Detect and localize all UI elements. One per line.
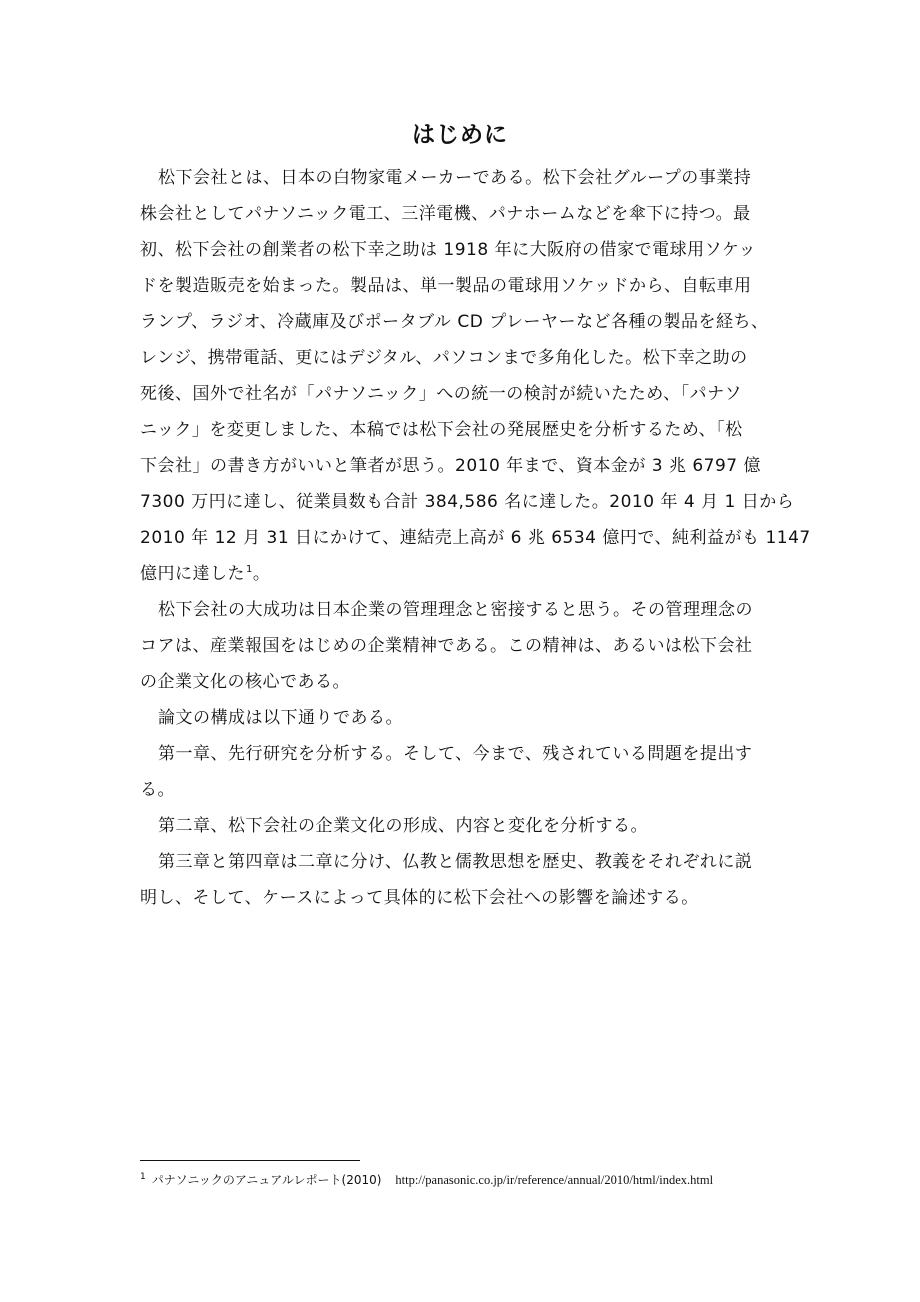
paragraph-1-line: ドを製造販売を始まった。製品は、単一製品の電球用ソケッドから、自転車用	[140, 276, 752, 296]
paragraph-1-line: 株会社としてパナソニック電工、三洋電機、パナホームなどを傘下に持つ。最	[140, 204, 751, 224]
page-title: はじめに	[412, 122, 508, 148]
paragraph-1-line: ランプ、ラジオ、冷蔵庫及びポータブル CD プレーヤーなど各種の製品を経ち、	[140, 312, 769, 332]
paragraph-2-line: コアは、産業報国をはじめの企業精神である。この精神は、あるいは松下会社	[140, 636, 753, 656]
paragraph-2-line: の企業文化の核心である。	[140, 672, 350, 692]
paragraph-1-line: 7300 万円に達し、従業員数も合計 384,586 名に達した。2010 年 4 月 1 日から	[140, 492, 795, 512]
footnote-url-link[interactable]: http://panasonic.co.jp/ir/reference/annual/2010/html/index.html	[395, 1173, 714, 1187]
paragraph-1-line: 下会社」の書き方がいいと筆者が思う。2010 年まで、資本金が 3 兆 6797 億	[140, 456, 762, 476]
footnote-divider	[140, 1160, 360, 1161]
footnote-mark: 1	[140, 1172, 146, 1182]
paragraph-4-line: る。	[140, 780, 175, 800]
footnote-reference[interactable]: 1	[246, 564, 253, 576]
paragraph-1-line: レンジ、携帯電話、更にはデジタル、パソコンまで多角化した。松下幸之助の	[140, 348, 748, 368]
paragraph-6-line: 第三章と第四章は二章に分け、仏教と儒教思想を歴史、教義をそれぞれに説	[158, 852, 753, 872]
paragraph-1-line: 2010 年 12 月 31 日にかけて、連結売上高が 6 兆 6534 億円で、純利益がも 1147	[140, 528, 811, 548]
paragraph-5-line: 第二章、松下会社の企業文化の形成、内容と変化を分析する。	[158, 816, 648, 836]
paragraph-1-line: 松下会社とは、日本の白物家電メーカーである。松下会社グループの事業持	[158, 168, 752, 188]
paragraph-6-line: 明し、そして、ケースによって具体的に松下会社への影響を論述する。	[140, 888, 699, 908]
paragraph-1-last-line	[140, 562, 270, 586]
footnote-text: パナソニックのアニュアルレポート(2010)	[151, 1173, 382, 1187]
paragraph-1-line: 死後、国外で社名が「パナソニック」への統一の検討が続いたため、「パナソ	[140, 384, 742, 404]
paragraph-1-text: 億円に達した	[140, 564, 245, 584]
footnote	[140, 1171, 713, 1189]
paragraph-1-end: 。	[252, 564, 271, 584]
paragraph-2-line: 松下会社の大成功は日本企業の管理理念と密接すると思う。その管理理念の	[158, 600, 753, 620]
paragraph-1-line: ニック」を変更しました、本稿では松下会社の発展歴史を分析するため、「松	[140, 420, 743, 440]
paragraph-1-line: 初、松下会社の創業者の松下幸之助は 1918 年に大阪府の借家で電球用ソケッ	[140, 240, 757, 260]
paragraph-4-line: 第一章、先行研究を分析する。そして、今まで、残されている問題を提出す	[158, 744, 753, 764]
paragraph-3-line: 論文の構成は以下通りである。	[158, 708, 403, 728]
